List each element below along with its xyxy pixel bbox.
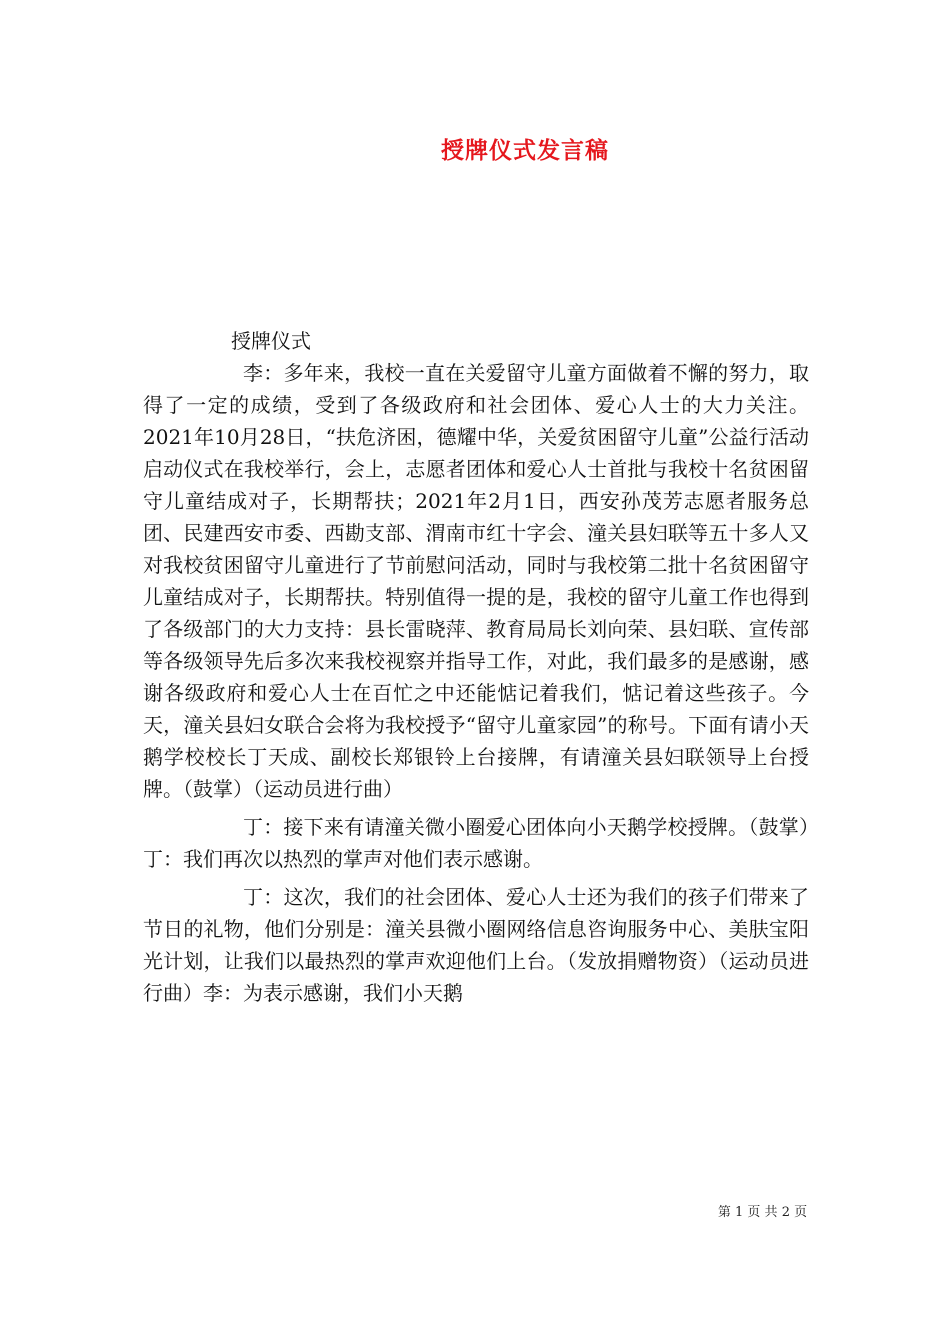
paragraph-3: 丁：这次，我们的社会团体、爱心人士还为我们的孩子们带来了节日的礼物，他们分别是：潼关县微小圈网络信息咨询服务中心、美肤宝阳光计划，让我们以最热烈的掌声欢迎他们上台。（发放捐赠物资）（运动员进行曲）李：为表示感谢，我们小天鹅 xyxy=(143,885,809,1005)
section-heading: 授牌仪式 xyxy=(231,329,311,353)
document-body xyxy=(143,325,809,1009)
paragraph-2: 丁：接下来有请潼关微小圈爱心团体向小天鹅学校授牌。（鼓掌）丁：我们再次以热烈的掌声对他们表示感谢。 xyxy=(143,815,809,871)
page-number-footer: 第 1 页 共 2 页 xyxy=(717,1205,808,1220)
paragraph-1: 李：多年来，我校一直在关爱留守儿童方面做着不懈的努力，取得了一定的成绩，受到了各级政府和社会团体、爱心人士的大力关注。2021年10月28日，“扶危济困，德耀中华，关爱贫困留守儿童”公益行活动启动仪式在我校举行，会上，志愿者团体和爱心人士首批与我校十名贫困留守儿童结成对子，长期帮扶；2021年2月1日，西安孙茂芳志愿者服务总团、民建西安市委、西勘支部、渭南市红十字会、潼关县妇联等五十多人又对我校贫困留守儿童进行了节前慰问活动，同时与我校第二批十名贫困留守儿童结成对子，长期帮扶。特别值得一提的是，我校的留守儿童工作也得到了各级部门的大力支持：县长雷晓萍、教育局局长刘向荣、县妇联、宣传部等各级领导先后多次来我校视察并指导工作，对此，我们最多的是感谢，感谢各级政府和爱心人士在百忙之中还能惦记着我们，惦记着这些孩子。今天，潼关县妇女联合会将为我校授予“留守儿童家园”的称号。下面有请小天鹅学校校长丁天成、副校长郑银铃上台接牌，有请潼关县妇联领导上台授牌。（鼓掌）（运动员进行曲） xyxy=(143,361,809,801)
document-title: 授牌仪式发言稿 xyxy=(441,137,609,164)
